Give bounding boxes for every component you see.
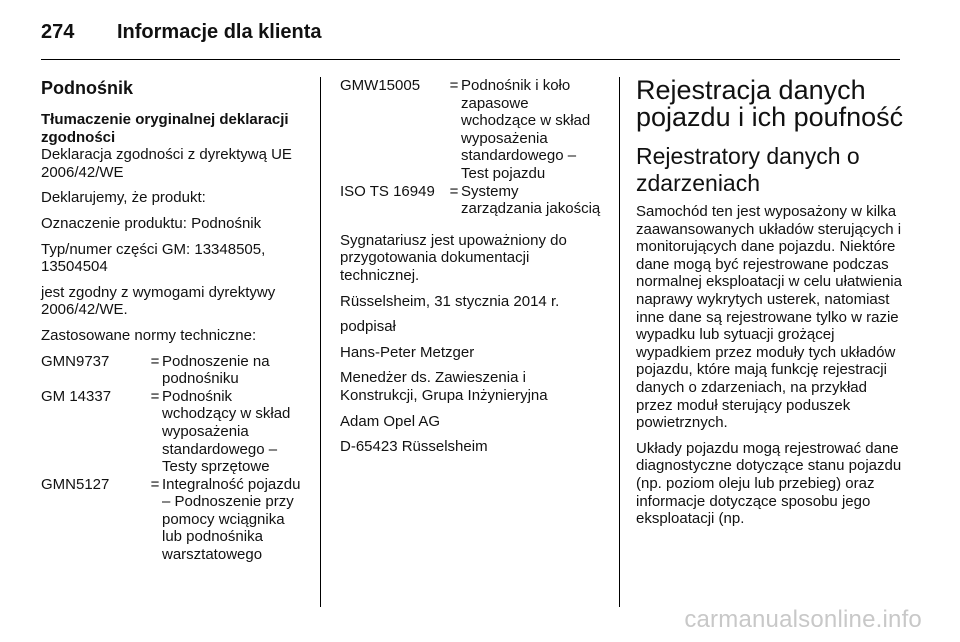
norm-description: Integralność pojazdu – Podnoszenie przy pomocy wciągnika lub podnośnika warsztatowego: [162, 475, 301, 564]
norms-table: [41, 353, 306, 564]
norm-description: Systemy zarządzania jakością: [461, 182, 601, 218]
norm-description: Podnośnik i koło zapasowe wchodzące w skład wyposażenia standardowego – Test pojazdu: [461, 77, 591, 182]
page-title: Informacje dla klienta: [117, 20, 322, 43]
table-row: [41, 388, 306, 476]
subsection-heading-event-recorders: Rejestratory danych o zdarzeniach: [636, 143, 860, 196]
column-1: [41, 77, 306, 572]
norms-table: [340, 77, 602, 218]
table-row: [41, 353, 306, 388]
column-2: [340, 77, 602, 464]
norm-equals: =: [449, 182, 459, 200]
norm-equals: =: [150, 387, 160, 405]
norm-equals: =: [150, 352, 160, 370]
norm-code: GM 14337: [41, 387, 112, 405]
company-name: Adam Opel AG: [340, 412, 441, 430]
norm-description: Podnoszenie na podnośniku: [162, 352, 270, 388]
paragraph: Deklaracja zgodności z dyrektywą UE 2006/42/WE: [41, 146, 292, 181]
norm-description: Podnośnik wchodzący w skład wyposażenia standardowego – Testy sprzętowe: [162, 387, 291, 476]
section-heading-jack: Podnośnik: [41, 78, 134, 98]
norm-code: GMN5127: [41, 475, 110, 493]
table-row: [340, 183, 602, 218]
paragraph: Układy pojazdu mogą rejestrować dane diagnostyczne dotyczące stanu pojazdu (np. poziom oleju lub przebieg) oraz informacje dotyczące sposobu jego eksploatacji (np.: [636, 439, 902, 528]
paragraph: Samochód ten jest wyposażony w kilka zaawansowanych układów sterujących i monitorujących dane pojazdu. Niektóre dane mogą być rejestrowane podczas normalnej eksploatacji w celu ułatwienia naprawy wykrytych usterek, natomiast inne dane są rejestrowane tylko w razie wypadku lub sytuacji grożącej wypadkiem przez moduły tych układów pojazdu, które mają funkcję rejestracji danych o zdarzeniach, na przykład przez moduł sterujący poduszek powietrznych.: [636, 203, 902, 432]
paragraph: Deklarujemy, że produkt:: [41, 189, 206, 207]
norm-equals: =: [449, 77, 459, 94]
watermark: carmanualsonline.info: [684, 606, 922, 633]
paragraph: Typ/numer części GM: 13348505, 13504504: [41, 240, 266, 276]
norm-equals: =: [150, 475, 160, 493]
column-divider: [619, 77, 620, 607]
paragraph: Oznaczenie produktu: Podnośnik: [41, 214, 262, 232]
paragraph: Sygnatariusz jest upoważniony do przygotowania dokumentacji technicznej.: [340, 231, 567, 284]
norm-code: GMW15005: [340, 77, 421, 94]
norm-code: ISO TS 16949: [340, 182, 435, 200]
norm-code: GMN9737: [41, 352, 110, 370]
signatory-name: Hans-Peter Metzger: [340, 343, 475, 361]
declaration-subheading: Tłumaczenie oryginalnej deklaracji zgodności: [41, 111, 289, 146]
page-number: 274: [41, 20, 75, 43]
table-row: [340, 77, 602, 183]
paragraph: Zastosowane normy techniczne:: [41, 326, 257, 344]
signatory-title: Menedżer ds. Zawieszenia i Konstrukcji, Grupa Inżynieryjna: [340, 369, 548, 404]
paragraph: jest zgodny z wymogami dyrektywy 2006/42/WE.: [41, 283, 276, 319]
column-divider: [320, 77, 321, 607]
paragraph: podpisał: [340, 318, 396, 336]
page-header: [41, 14, 322, 50]
company-address: D-65423 Rüsselsheim: [340, 438, 488, 456]
table-row: [41, 476, 306, 564]
header-rule: [41, 59, 900, 60]
paragraph: Rüsselsheim, 31 stycznia 2014 r.: [340, 292, 560, 310]
section-heading-data-recording: Rejestracja danych pojazdu i ich poufność: [636, 75, 904, 132]
column-3: [636, 77, 904, 536]
